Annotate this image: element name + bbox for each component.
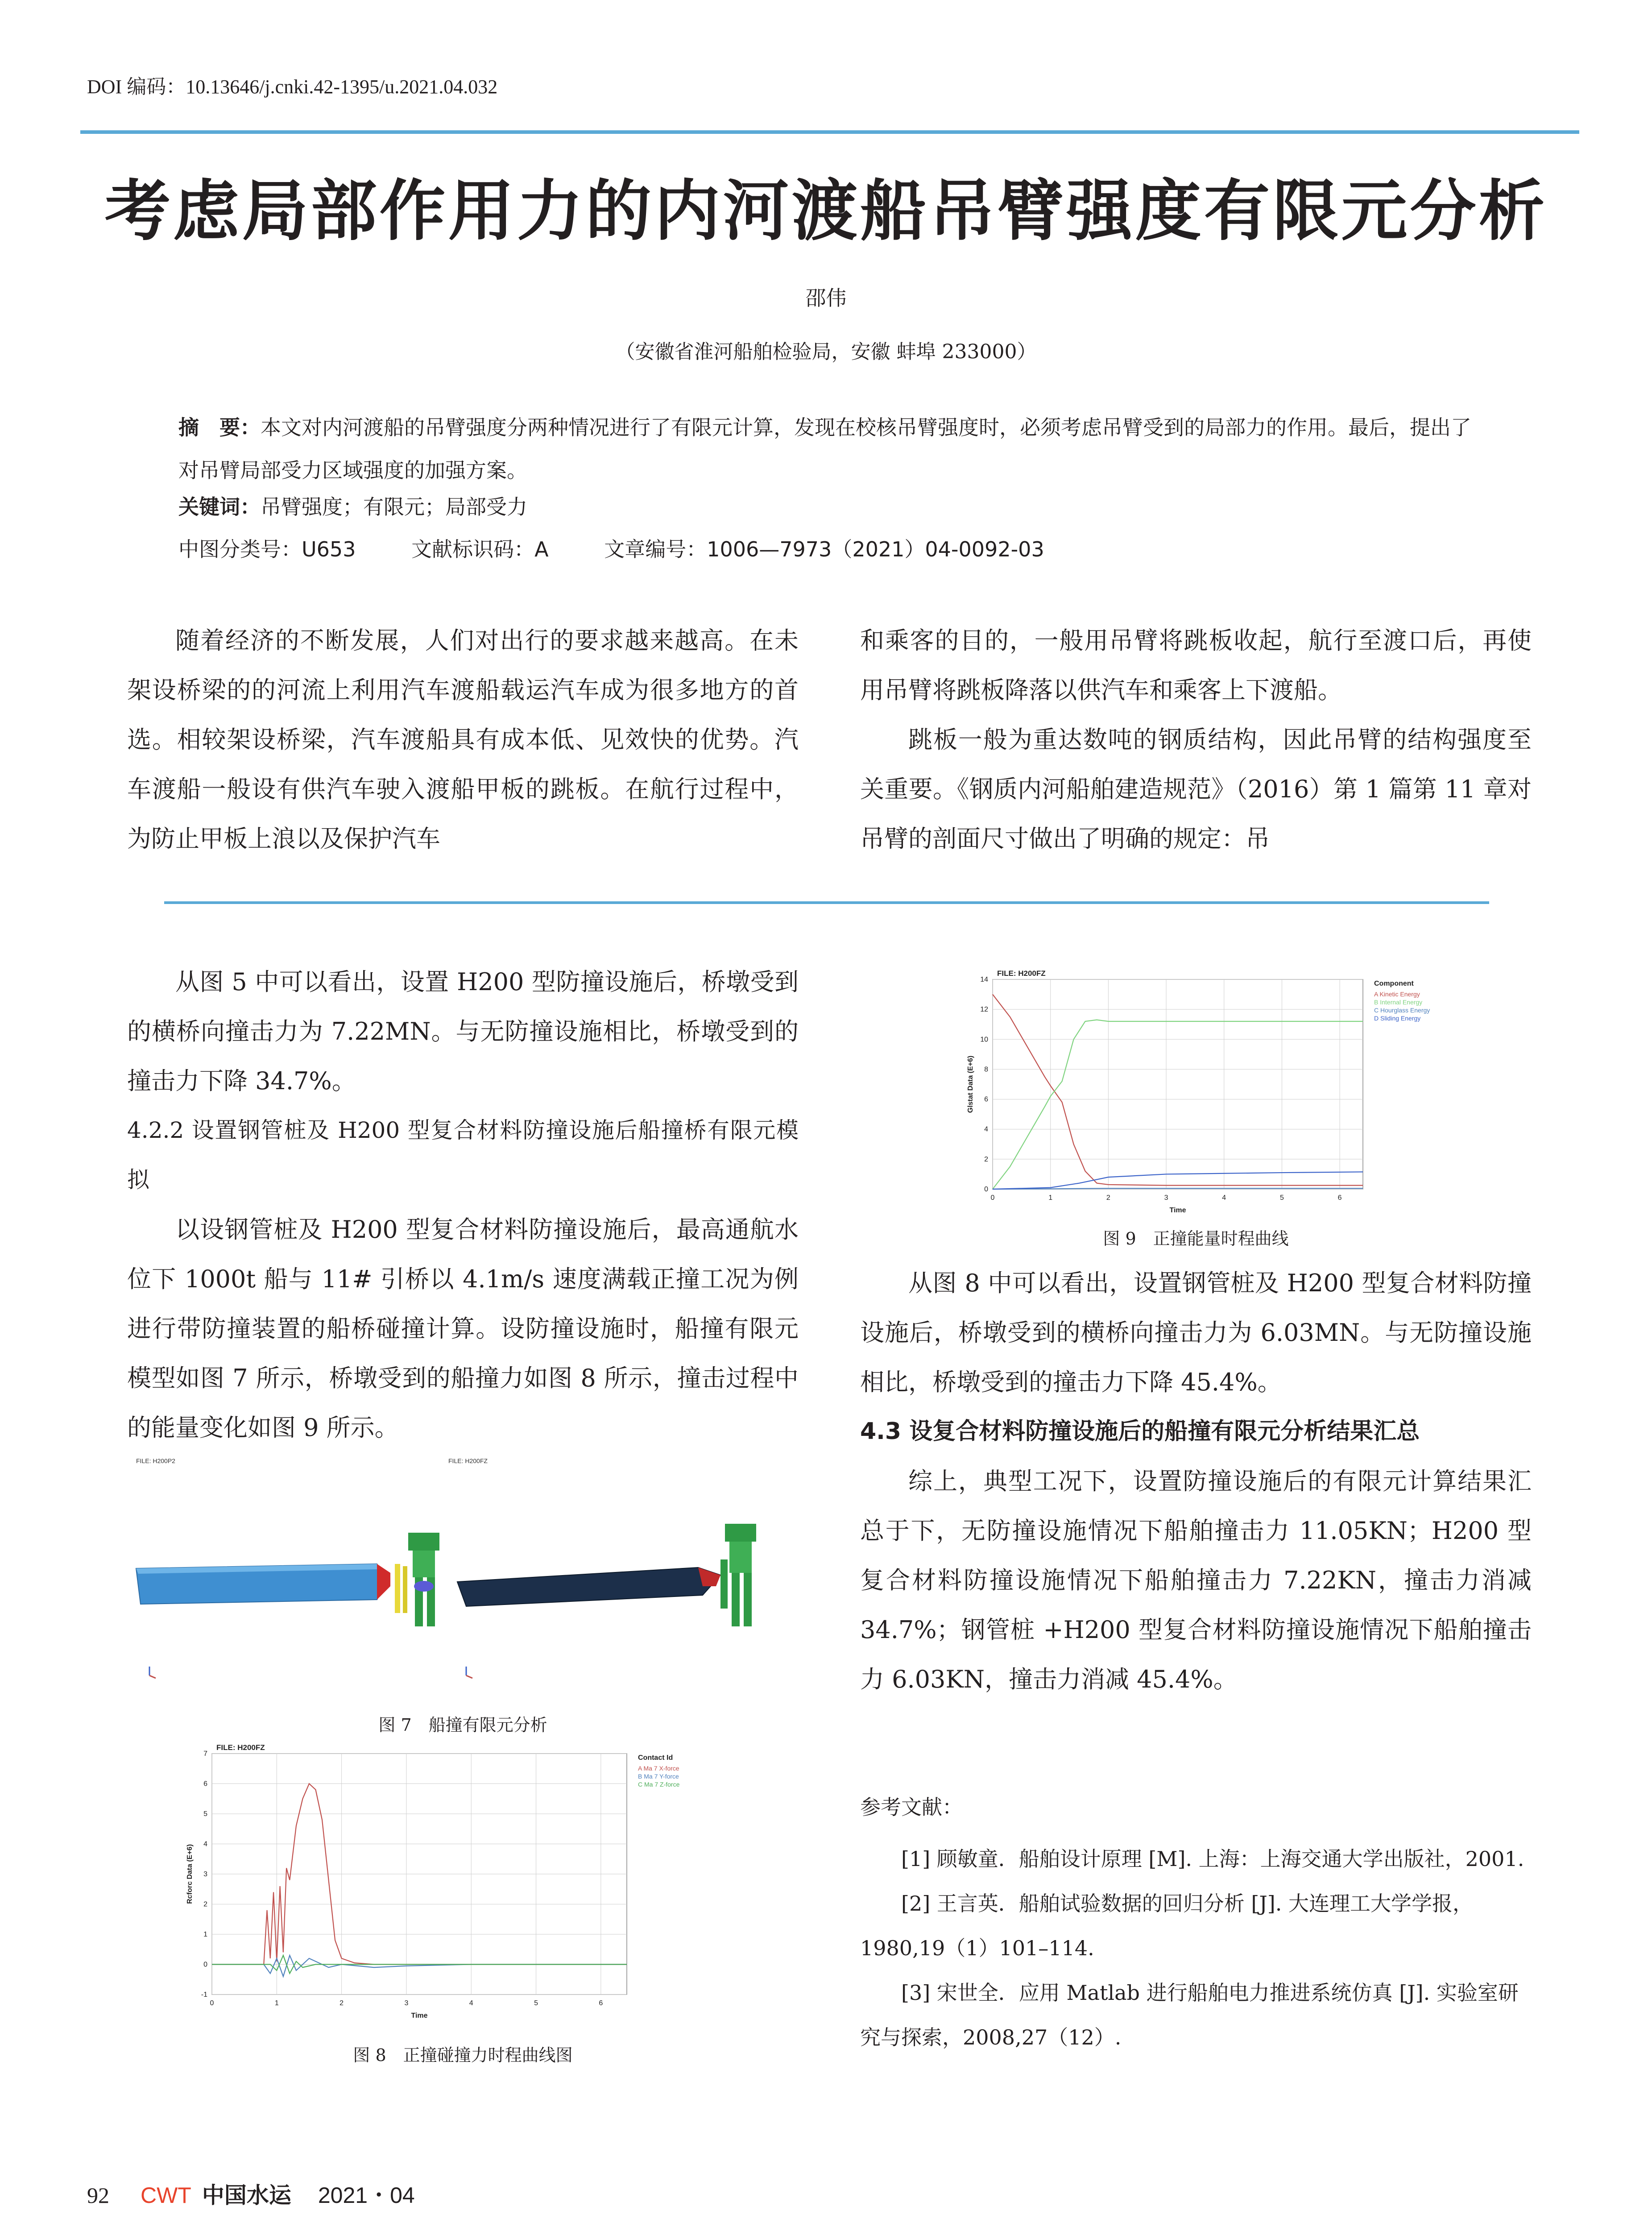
body-left-column bbox=[127, 957, 799, 1452]
document-code: 文献标识码：A bbox=[411, 537, 549, 561]
fig7-file-label-a: FILE: H200P2 bbox=[136, 1457, 175, 1464]
legend-entry: C Ma 7 Z-force bbox=[638, 1781, 680, 1788]
reference-item: [2] 王言英．船舶试验数据的回归分析 [J]. 大连理工大学学报，1980,19（1）101–114. bbox=[860, 1891, 1473, 1960]
plot-area bbox=[993, 979, 1363, 1189]
body-paragraph: 综上，典型工况下，设置防撞设施后的有限元计算结果汇总于下，无防撞设施情况下船舶撞击力 11.05KN；H200 型复合材料防撞设施情况下船舶撞击力 7.22KN，撞击力消减 34.7%；钢管桩 +H200 型复合材料防撞设施情况下船舶撞击力 6.03KN，撞击力消减 45.4%。 bbox=[860, 1467, 1532, 1693]
figure-7 bbox=[127, 1452, 799, 1702]
fe-model-image bbox=[127, 1452, 799, 1702]
fig7-caption: 图 7 船撞有限元分析 bbox=[378, 1715, 547, 1735]
keywords-text: 吊臂强度；有限元；局部受力 bbox=[261, 495, 527, 519]
intro-right-column bbox=[860, 616, 1532, 863]
x-tick-label: 2 bbox=[1106, 1194, 1110, 1202]
y-tick-label: 0 bbox=[203, 1961, 207, 1969]
legend-entry: D Sliding Energy bbox=[1374, 1015, 1421, 1022]
intro-left-column bbox=[127, 616, 799, 863]
y-tick-label: 12 bbox=[980, 1006, 988, 1014]
article-number: 文章编号：1006—7973（2021）04-0092-03 bbox=[604, 537, 1044, 561]
intro-paragraph: 随着经济的不断发展，人们对出行的要求越来越高。在未架设桥梁的的河流上利用汽车渡船载运汽车成为很多地方的首选。相较架设桥梁，汽车渡船具有成本低、见效快的优势。汽车渡船一般设有供汽车驶入渡船甲板的跳板。在航行过程中，为防止甲板上浪以及保护汽车 bbox=[127, 626, 799, 853]
doi-line: DOI 编码：10.13646/j.cnki.42-1395/u.2021.04.032 bbox=[87, 76, 498, 98]
figure-8 bbox=[170, 1736, 727, 2028]
fig7-file-label-b: FILE: H200FZ bbox=[448, 1457, 488, 1464]
y-tick-label: 4 bbox=[203, 1840, 207, 1848]
clc-number: 中图分类号：U653 bbox=[178, 537, 356, 561]
y-tick-label: 8 bbox=[984, 1066, 988, 1074]
footer bbox=[87, 2177, 415, 2210]
references-heading: 参考文献： bbox=[860, 1795, 963, 1819]
intro-paragraph: 跳板一般为重达数吨的钢质结构，因此吊臂的结构强度至关重要。《钢质内河船舶建造规范》（2016）第 1 篇第 11 章对吊臂的剖面尺寸做出了明确的规定：吊 bbox=[860, 726, 1532, 853]
page-number: 92 bbox=[87, 2183, 109, 2208]
fig9-caption: 图 9 正撞能量时程曲线 bbox=[1103, 1229, 1289, 1248]
body-paragraph: 以设钢管桩及 H200 型复合材料防撞设施后，最高通航水位下 1000t 船与 11# 引桥以 4.1m/s 速度满载正撞工况为例进行带防撞装置的船桥碰撞计算。设防撞设施时，船撞有限元模型如图 7 所示，桥墩受到的船撞力如图 8 所示，撞击过程中的能量变化如图 9 所示。 bbox=[127, 1215, 799, 1442]
y-tick-label: 6 bbox=[984, 1095, 988, 1103]
legend-entry: B Ma 7 Y-force bbox=[638, 1773, 679, 1780]
body-right-column bbox=[860, 1258, 1532, 1704]
x-tick-label: 0 bbox=[210, 1999, 214, 2007]
magazine-name: 中国水运 bbox=[202, 2182, 291, 2208]
article-title: 考虑局部作用力的内河渡船吊臂强度有限元分析 bbox=[104, 173, 1548, 249]
x-tick-label: 3 bbox=[1164, 1194, 1168, 1202]
legend-title: Contact Id bbox=[638, 1754, 673, 1762]
intro-paragraph: 和乘客的目的，一般用吊臂将跳板收起，航行至渡口后，再使用吊臂将跳板降落以供汽车和乘客上下渡船。 bbox=[860, 626, 1532, 704]
x-tick-label: 3 bbox=[404, 1999, 409, 2007]
contact-force-chart bbox=[170, 1736, 727, 2026]
y-tick-label: 14 bbox=[980, 976, 988, 983]
energy-chart bbox=[950, 962, 1463, 1229]
x-tick-label: 1 bbox=[1048, 1194, 1053, 1202]
reference-item: [3] 宋世全．应用 Matlab 进行船舶电力推进系统仿真 [J]. 实验室研究与探索，2008,27（12）. bbox=[860, 1981, 1519, 2049]
y-tick-label: 7 bbox=[203, 1750, 207, 1758]
keywords-label: 关键词： bbox=[178, 495, 261, 519]
x-tick-label: 5 bbox=[1279, 1194, 1284, 1202]
legend-entry: A Kinetic Energy bbox=[1374, 991, 1420, 998]
fig8-caption: 图 8 正撞碰撞力时程曲线图 bbox=[353, 2045, 573, 2065]
y-tick-label: 6 bbox=[203, 1780, 207, 1788]
figure-9 bbox=[950, 962, 1463, 1231]
x-tick-label: 6 bbox=[599, 1999, 603, 2007]
x-tick-label: 5 bbox=[534, 1999, 538, 2007]
y-tick-label: 3 bbox=[203, 1870, 207, 1878]
keywords bbox=[178, 491, 527, 520]
y-tick-label: 2 bbox=[203, 1900, 207, 1908]
abstract bbox=[178, 406, 1477, 492]
legend-entry: B Internal Energy bbox=[1374, 999, 1423, 1006]
section-divider bbox=[164, 901, 1489, 904]
x-axis-label: Time bbox=[411, 2012, 428, 2020]
brand-logo: CWT bbox=[141, 2183, 191, 2208]
x-tick-label: 1 bbox=[274, 1999, 279, 2007]
references bbox=[860, 1785, 1532, 2060]
y-tick-label: 10 bbox=[980, 1036, 988, 1044]
y-tick-label: -1 bbox=[201, 1991, 207, 1999]
body-paragraph: 从图 5 中可以看出，设置 H200 型防撞设施后，桥墩受到的横桥向撞击力为 7.22MN。与无防撞设施相比，桥墩受到的撞击力下降 34.7%。 bbox=[127, 968, 799, 1095]
section-heading-4-2-2: 4.2.2 设置钢管桩及 H200 型复合材料防撞设施后船撞桥有限元模拟 bbox=[127, 1117, 799, 1193]
y-tick-label: 4 bbox=[984, 1125, 988, 1133]
y-tick-label: 1 bbox=[203, 1931, 207, 1938]
top-divider bbox=[80, 130, 1579, 134]
chart-title: FILE: H200FZ bbox=[997, 969, 1046, 978]
legend-title: Component bbox=[1374, 980, 1414, 987]
x-tick-label: 6 bbox=[1337, 1194, 1342, 1202]
issue: 2021・04 bbox=[318, 2183, 415, 2208]
author: 邵伟 bbox=[805, 286, 847, 310]
legend-entry: A Ma 7 X-force bbox=[638, 1765, 679, 1772]
y-tick-label: 0 bbox=[984, 1186, 988, 1193]
affiliation: （安徽省淮河船舶检验局，安徽 蚌埠 233000） bbox=[615, 340, 1037, 363]
legend-entry: C Hourglass Energy bbox=[1374, 1007, 1430, 1014]
reference-item: [1] 顾敏童．船舶设计原理 [M]. 上海：上海交通大学出版社，2001. bbox=[901, 1847, 1524, 1871]
section-heading-4-3: 4.3 设复合材料防撞设施后的船撞有限元分析结果汇总 bbox=[860, 1418, 1420, 1445]
x-tick-label: 4 bbox=[469, 1999, 473, 2007]
x-tick-label: 4 bbox=[1222, 1194, 1226, 1202]
body-paragraph: 从图 8 中可以看出，设置钢管桩及 H200 型复合材料防撞设施后，桥墩受到的横桥向撞击力为 6.03MN。与无防撞设施相比，桥墩受到的撞击力下降 45.4%。 bbox=[860, 1269, 1532, 1396]
x-tick-label: 0 bbox=[990, 1194, 995, 1202]
y-tick-label: 2 bbox=[984, 1155, 988, 1163]
abstract-text: 本文对内河渡船的吊臂强度分两种情况进行了有限元计算，发现在校核吊臂强度时，必须考虑吊臂受到的局部力的作用。最后，提出了对吊臂局部受力区域强度的加强方案。 bbox=[178, 415, 1471, 482]
x-tick-label: 2 bbox=[340, 1999, 344, 2007]
chart-title: FILE: H200FZ bbox=[216, 1743, 265, 1752]
classification-line bbox=[178, 533, 1093, 563]
y-axis-label: Glstat Data (E+6) bbox=[967, 1055, 974, 1113]
y-tick-label: 5 bbox=[203, 1810, 207, 1818]
x-axis-label: Time bbox=[1169, 1207, 1186, 1214]
abstract-label: 摘 要： bbox=[178, 415, 261, 440]
y-axis-label: Rcforc Data (E+6) bbox=[186, 1844, 194, 1904]
